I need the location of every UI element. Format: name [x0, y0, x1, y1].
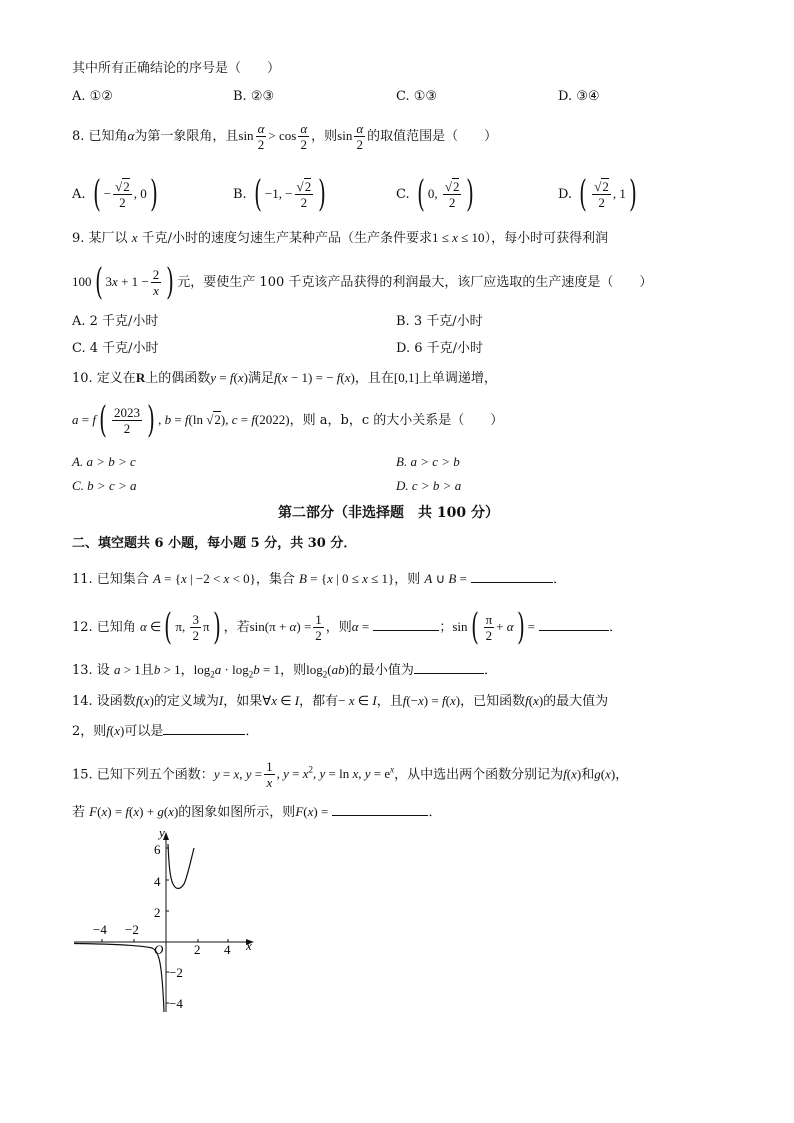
curve-right-branch: [168, 844, 194, 889]
q7-option-b: B. ②③: [233, 89, 275, 104]
q15-answer-blank[interactable]: [332, 803, 428, 816]
y-axis: [163, 832, 169, 1012]
q9-option-b: B. 3 千克/小时: [396, 314, 483, 329]
q8-option-a: A. ( − $\frac{√2}{2}$ , 0): [72, 173, 158, 215]
y-tick-2: 2: [154, 905, 161, 920]
y-tick-4: 4: [154, 874, 161, 889]
fill-in-heading: 二、填空题共 6 小题，每小题 5 分，共 30 分．: [72, 536, 357, 551]
q10-option-d: D. c > b > a: [396, 478, 462, 493]
q12: 12. 已知角 α ∈( π, $\frac{3}{2}$ π) ，若sin(π + α) = $\frac{1}{2}$ ，则α = ；sin( $\frac{\pi}{2}$ + α) = ．: [72, 606, 623, 648]
curve-left-branch: [74, 944, 164, 1013]
x-tick-4: 4: [224, 942, 231, 957]
q9-option-a: A. 2 千克/小时: [72, 314, 159, 329]
q15-line2: 若 F(x) = f(x) + g(x)的图象如图所示，则F(x) = ．: [72, 804, 442, 820]
x-tick-2: 2: [194, 942, 201, 957]
q7-option-c: C. ①③: [396, 89, 438, 104]
x-tick-neg4: −4: [93, 922, 107, 937]
y-tick-neg4: −4: [169, 996, 183, 1011]
y-tick-neg2: −2: [169, 965, 183, 980]
q10-option-b: B. a > c > b: [396, 454, 460, 469]
q7-option-d: D. ③④: [558, 89, 600, 104]
q10-line1: 10. 定义在R上的偶函数y = f(x)满足f(x − 1) = − f(x)，且在[0,1]上单调递增，: [72, 370, 497, 386]
q13: 13. 设 a > 1且b > 1，$\log_2a \cdot \log_2b = 1$，则$\log_2(ab)$的最小值为 ．: [72, 662, 497, 680]
y-tick-6: 6: [154, 842, 161, 857]
q8-option-c: C. ( 0, $\frac{√2}{2}$ ): [396, 173, 475, 215]
q11-answer-blank[interactable]: [471, 570, 553, 583]
q14-line1: 14. 设函数f(x)的定义域为I，如果∀x ∈ I，都有− x ∈ I，且f(−x) = f(x)，已知函数f(x)的最大值为: [72, 693, 609, 709]
x-axis-label: x: [246, 938, 252, 953]
part2-heading: 第二部分（非选择题 共 100 分）: [278, 505, 499, 521]
q9-line2: 100( 3x + 1 − $\frac{2}{x}$ ) 元，要使生产 100 千克该产品获得的利润最大，该厂应选取的生产速度是（ ）: [72, 261, 653, 303]
q10-option-c: C. b > c > a: [72, 478, 137, 493]
q9-line1: 9. 某厂以 x 千克/小时的速度匀速生产某种产品（生产条件要求1 ≤ x ≤ 10），每小时可获得利润: [72, 230, 609, 246]
q15-line1: 15. 已知下列五个函数：y = x, y = $\frac{1}{x}$ , $y = x^2$, y = ln x, $y = e^x$，从中选出两个函数分别记为f(x)和g(x)，: [72, 759, 629, 791]
q12-answer-blank-1[interactable]: [373, 618, 439, 631]
q7-stem: 其中所有正确结论的序号是（ ）: [72, 61, 281, 76]
origin-label: O: [154, 942, 164, 957]
q8-stem: 8. 已知角α为第一象限角，且sin $\frac{\alpha}{2}$ > cos $\frac{\alpha}{2}$ ，则sin $\frac{\alpha}{2}$ 的取值范围是（ ）: [72, 121, 498, 152]
q8-option-d: D. ( $\frac{√2}{2}$ , 1): [558, 173, 637, 215]
q10-line2: a = f( $\frac{2023}{2}$ ) , b = f(ln √2), c = f(2022)，则 a，b，c 的大小关系是（ ）: [72, 399, 504, 441]
q14-line2: 2，则f(x)可以是 ．: [72, 723, 259, 739]
y-axis-label: y: [159, 826, 165, 840]
q13-answer-blank[interactable]: [414, 661, 484, 674]
q10-option-a: A. a > b > c: [72, 454, 136, 469]
q9-option-c: C. 4 千克/小时: [72, 341, 159, 356]
q14-answer-blank[interactable]: [163, 722, 245, 735]
q12-answer-blank-2[interactable]: [539, 618, 609, 631]
q8-option-b: B. ( −1, − $\frac{√2}{2}$ ): [233, 173, 327, 215]
x-tick-neg2: −2: [125, 922, 139, 937]
function-graph: [70, 826, 270, 1016]
q7-option-a: A. ①②: [72, 89, 113, 104]
q11: 11. 已知集合 A = {x | −2 < x < 0}，集合 B = {x | 0 ≤ x ≤ 1}，则 A ∪ B = ．: [72, 571, 567, 587]
q9-option-d: D. 6 千克/小时: [396, 341, 484, 356]
